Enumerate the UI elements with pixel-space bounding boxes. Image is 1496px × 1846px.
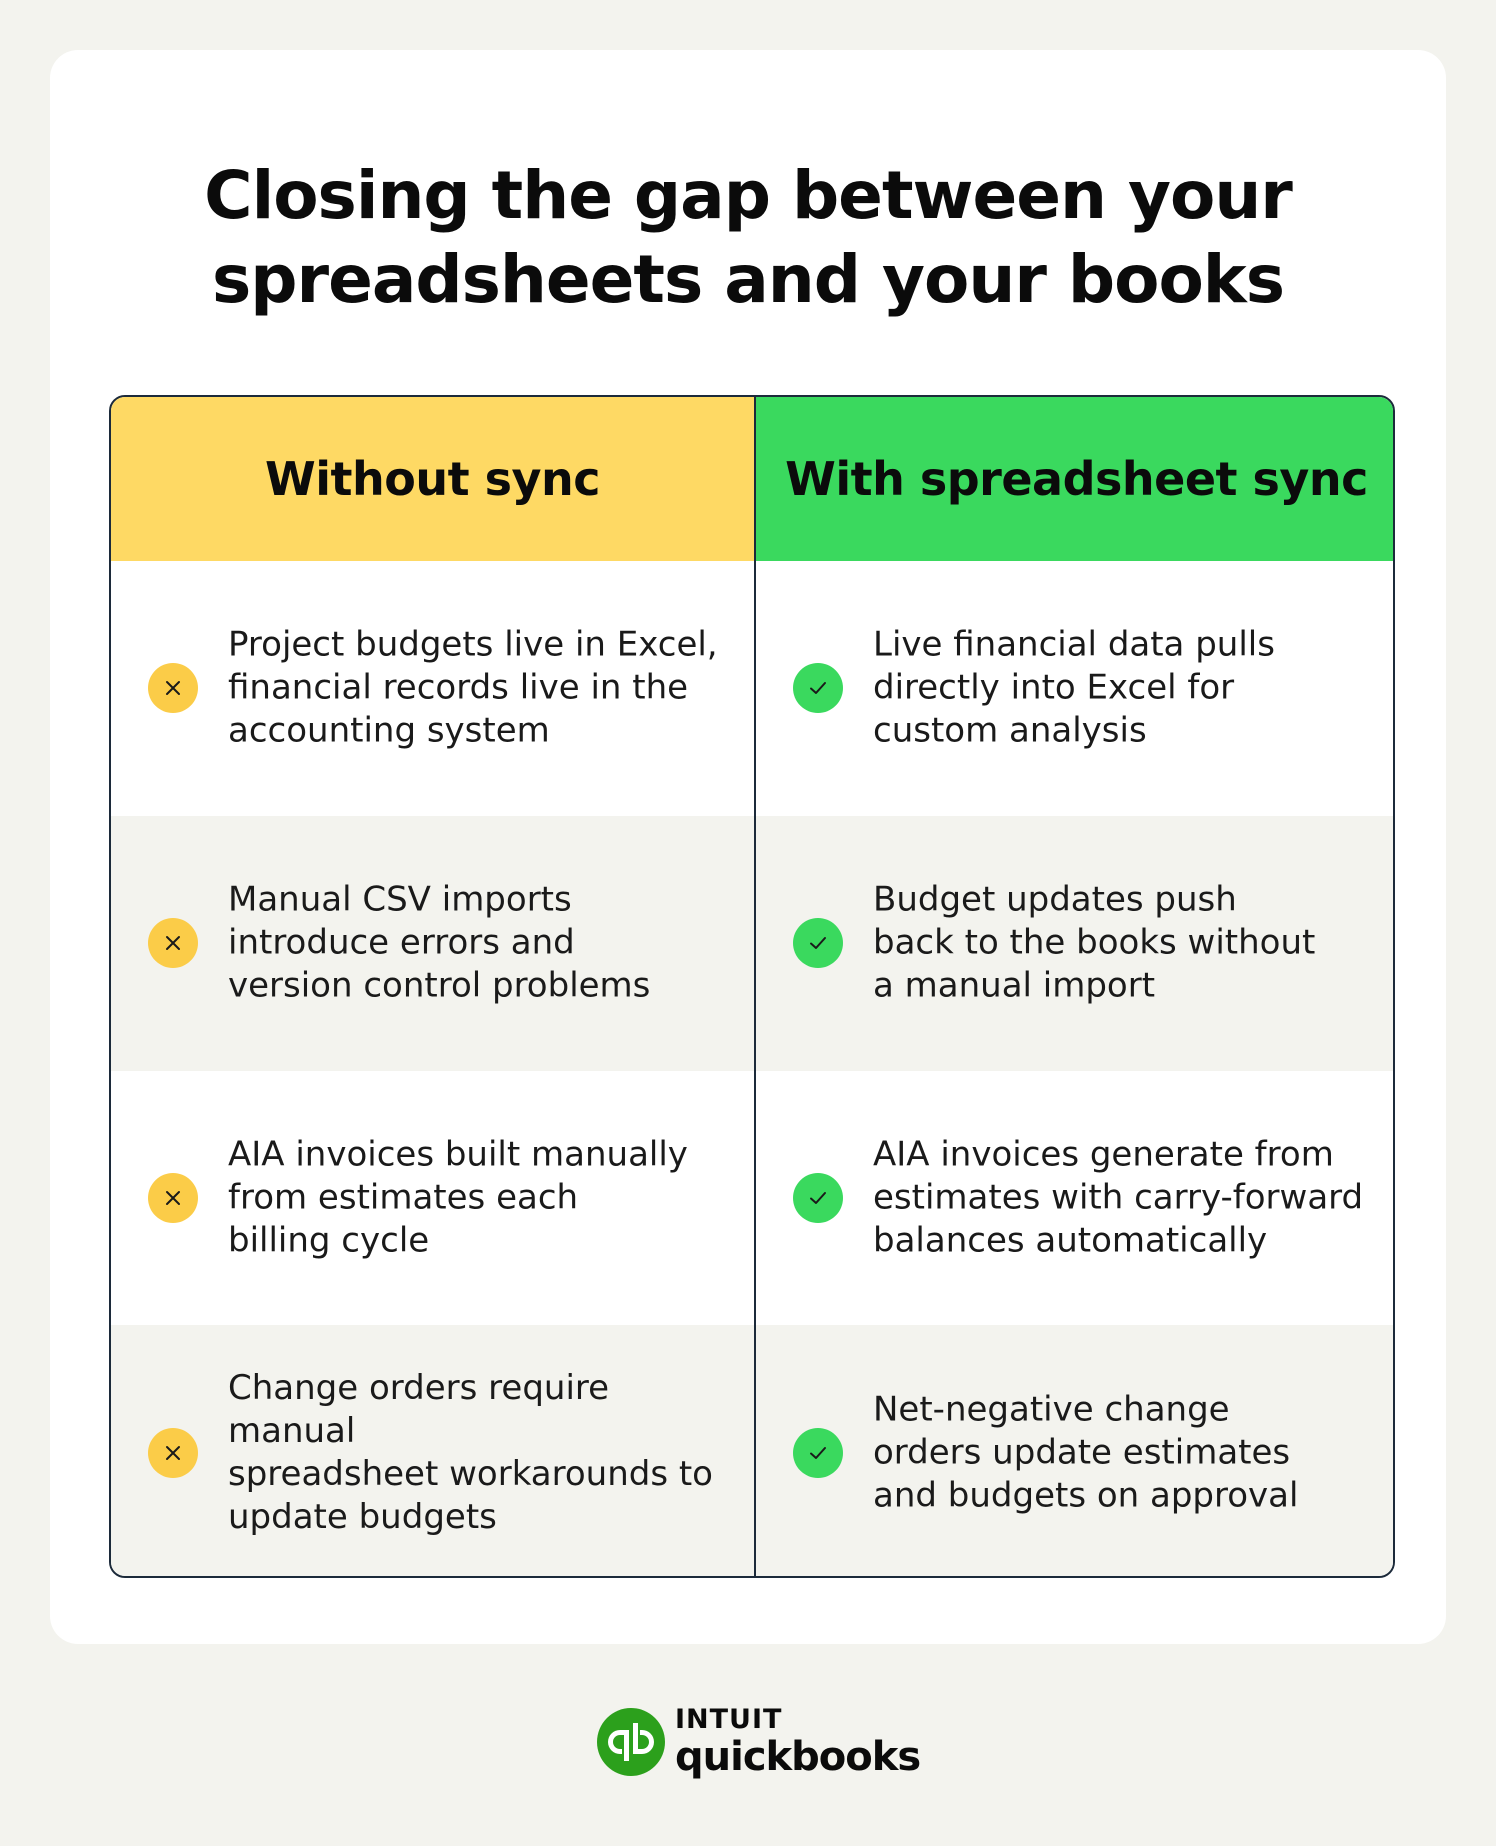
without-row-2 <box>111 816 754 1071</box>
page-title <box>50 154 1446 322</box>
row-text-line: introduce errors and <box>228 922 575 963</box>
without-row-text <box>228 1367 734 1539</box>
row-text-line: Budget updates push <box>873 879 1237 920</box>
row-text-line: Net-negative change <box>873 1389 1230 1430</box>
row-text-line: directly into Excel for <box>873 667 1235 708</box>
with-row-4 <box>756 1325 1395 1578</box>
without-row-text <box>228 879 734 1008</box>
x-mark-icon <box>148 663 198 713</box>
row-text-line: AIA invoices built manually <box>228 1134 688 1175</box>
without-row-text <box>228 1133 734 1262</box>
with-row-2 <box>756 816 1395 1071</box>
row-text-line: Project budgets live in Excel, <box>228 624 718 665</box>
row-text-line: AIA invoices generate from <box>873 1134 1334 1175</box>
with-row-text <box>873 1133 1377 1262</box>
row-text-line: Change orders require manual <box>228 1367 610 1451</box>
row-text-line: Live financial data pulls <box>873 624 1275 665</box>
without-sync-header: Without sync <box>111 397 754 561</box>
title-line-2: spreadsheets and your books <box>212 241 1284 318</box>
row-text-line: billing cycle <box>228 1220 430 1261</box>
checkmark-icon <box>793 1173 843 1223</box>
row-text-line: a manual import <box>873 965 1156 1006</box>
without-row-4 <box>111 1325 754 1578</box>
quickbooks-logo <box>597 1704 921 1780</box>
row-text-line: estimates with carry-forward <box>873 1177 1364 1218</box>
comparison-table <box>109 395 1395 1578</box>
with-row-text <box>873 1388 1377 1517</box>
with-row-text <box>873 624 1377 753</box>
logo-intuit-text: INTUIT <box>675 1704 783 1735</box>
with-sync-column <box>754 397 1395 1576</box>
row-text-line: balances automatically <box>873 1220 1268 1261</box>
row-text-line: update budgets <box>228 1496 497 1537</box>
without-row-3 <box>111 1071 754 1326</box>
row-text-line: back to the books without <box>873 922 1316 963</box>
row-text-line: Manual CSV imports <box>228 879 572 920</box>
checkmark-icon <box>793 663 843 713</box>
x-mark-icon <box>148 918 198 968</box>
title-line-1: Closing the gap between your <box>204 157 1292 234</box>
x-mark-icon <box>148 1428 198 1478</box>
quickbooks-mark-icon <box>597 1708 665 1776</box>
with-row-text <box>873 879 1377 1008</box>
with-row-1 <box>756 561 1395 816</box>
row-text-line: spreadsheet workarounds to <box>228 1453 713 1494</box>
with-sync-header: With spreadsheet sync <box>756 397 1395 561</box>
row-text-line: financial records live in the <box>228 667 689 708</box>
row-text-line: and budgets on approval <box>873 1475 1299 1516</box>
checkmark-icon <box>793 1428 843 1478</box>
quickbooks-wordmark <box>675 1704 921 1780</box>
row-text-line: accounting system <box>228 710 550 751</box>
without-sync-column <box>111 397 754 1576</box>
checkmark-icon <box>793 918 843 968</box>
x-mark-icon <box>148 1173 198 1223</box>
row-text-line: version control problems <box>228 965 651 1006</box>
row-text-line: orders update estimates <box>873 1432 1291 1473</box>
without-row-text <box>228 624 734 753</box>
with-row-3 <box>756 1071 1395 1326</box>
row-text-line: from estimates each <box>228 1177 579 1218</box>
infographic-card <box>50 50 1446 1644</box>
logo-quickbooks-text: quickbooks <box>675 1734 921 1780</box>
row-text-line: custom analysis <box>873 710 1147 751</box>
without-row-1 <box>111 561 754 816</box>
